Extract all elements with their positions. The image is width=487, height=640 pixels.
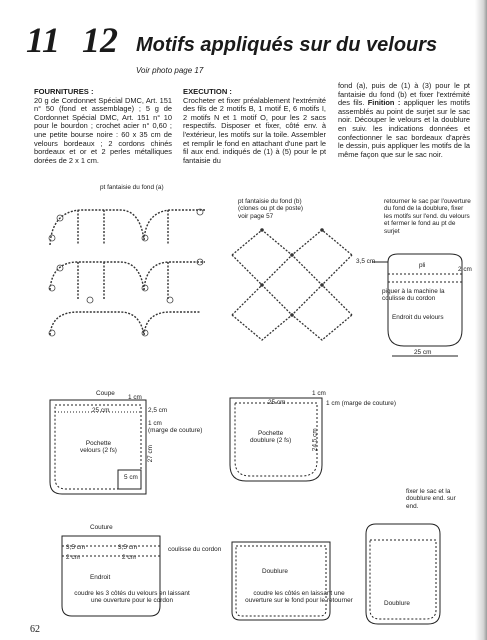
cut-2-5cm: 2,5 cm [148, 407, 168, 414]
lining-seam-margin: 1 cm (marge de couture) [326, 400, 396, 407]
final-note: fixer le sac et la doublure end. sur end. [406, 488, 456, 510]
lining-24-5cm: 24,5 cm [311, 428, 319, 452]
finished-bag-top [372, 254, 462, 356]
final-lining-label: Doublure [384, 600, 410, 607]
book-gutter-shadow [475, 0, 487, 640]
cut-seam-margin: 1 cm (marge de couture) [148, 420, 203, 435]
sewing-cord-channel: coulisse du cordon [168, 546, 222, 553]
bag-2cm: 2 cm [458, 266, 472, 273]
lining2-label: Doublure [262, 568, 288, 575]
lining-25cm: 25 cm [268, 399, 286, 406]
sewing-title: Couture [90, 524, 113, 531]
cut-1cm: 1 cm [128, 394, 142, 401]
sewing-3-5cm-right: 3,5 cm [118, 544, 138, 551]
cut-title: Coupe [96, 390, 115, 397]
sewing-3-5cm-left: 3,5 cm [66, 544, 86, 551]
lace-b-label: pt fantaisie du fond (b) (clones ou pt de poste) voir page 57 [238, 198, 304, 220]
bag-3-5cm: 3,5 cm [356, 258, 376, 265]
lining-diagram [232, 542, 330, 620]
supplies-heading: FOURNITURES : [34, 87, 94, 96]
col3-text-a: fond (a), puis de (1) à (3) pour le pt fantaisie du fond (b) et fixer l'extrémité des fils. [338, 81, 470, 108]
execution-heading: EXECUTION : [183, 87, 232, 96]
bag-25cm: 25 cm [414, 349, 432, 356]
finishing-heading: Finition : [367, 98, 401, 108]
bag-stitch-note: piquer à la machine la coulisse du cordon [382, 288, 445, 303]
bag-top-note: retourner le sac par l'ouverture du fond de la doublure, fixer les motifs sur l'end. du velours et fermer le fond au pt de surjet [384, 198, 471, 235]
lining2-note: coudre les côtés en laissant une ouverture sur le fond pour le retourner [245, 590, 353, 605]
bag-pli: pli [419, 262, 426, 269]
supplies-text: 20 g de Cordonnet Spécial DMC, Art. 151 n° 50 (fond et assemblage) ; 5 g de Cordonnet Spécial DMC, Art. 151 n° 10 pour le bourdon ; crochet acier n° 0,60 ; une petite bourse noire : 60 x 35 cm de velours bordeaux ; 2 cordons chinés bordeaux et or et 2 perles métalliques dorées de 2 x 1 cm. [34, 95, 172, 165]
bag-right-side: Endroit du velours [392, 314, 444, 321]
sewing-note: coudre les 3 côtés du velours en laissant une ouverture pour le cordon [74, 590, 190, 605]
sewing-right-side: Endroit [90, 574, 111, 581]
lace-pattern-b [232, 230, 352, 340]
lace-a-label: pt fantaisie du fond (a) [100, 184, 164, 191]
page-title: Motifs appliqués sur du velours [136, 34, 438, 56]
model-number-left: 11 [26, 20, 61, 60]
lace-pattern-a [50, 210, 205, 335]
lining-1cm: 1 cm [312, 390, 326, 397]
sewing-2cm-left: 2 cm [66, 554, 80, 561]
cut-27cm: 27 cm [147, 445, 154, 463]
final-assembly-diagram [366, 524, 440, 624]
cut-25cm: 25 cm [92, 407, 110, 414]
photo-reference: Voir photo page 17 [136, 66, 204, 75]
sewing-2cm-right: 2 cm [122, 554, 136, 561]
cut-5cm: 5 cm [124, 474, 138, 481]
cut-piece-label: Pochette velours (2 fs) [80, 440, 117, 455]
model-number-right: 12 [82, 20, 118, 60]
lining-piece-label: Pochette doublure (2 fs) [250, 430, 292, 445]
col3-text-b: appliquer les motifs assemblés au point de surjet sur le sac noir. Découper le velours et la doublure en suiv. les indications données et confectionner le sac bordeaux d'après le dessin, puis appliquer les motifs de la même façon que sur le sac noir. [338, 98, 470, 159]
execution-text: Crocheter et fixer préalablement l'extrémité des fils de 2 motifs B, 1 motif E, 6 motifs I, 2 motifs N et 1 motif O, pour les 2 sacs respectifs. Disposer et fixer, côté env. à l'extérieur, les motifs sur la toile. Assembler et remplir le fond en attachant d'une part le fil aux end. indiqués de (1) à (5) pour le pt fantaisie du [183, 95, 326, 165]
page-number: 62 [30, 624, 40, 635]
